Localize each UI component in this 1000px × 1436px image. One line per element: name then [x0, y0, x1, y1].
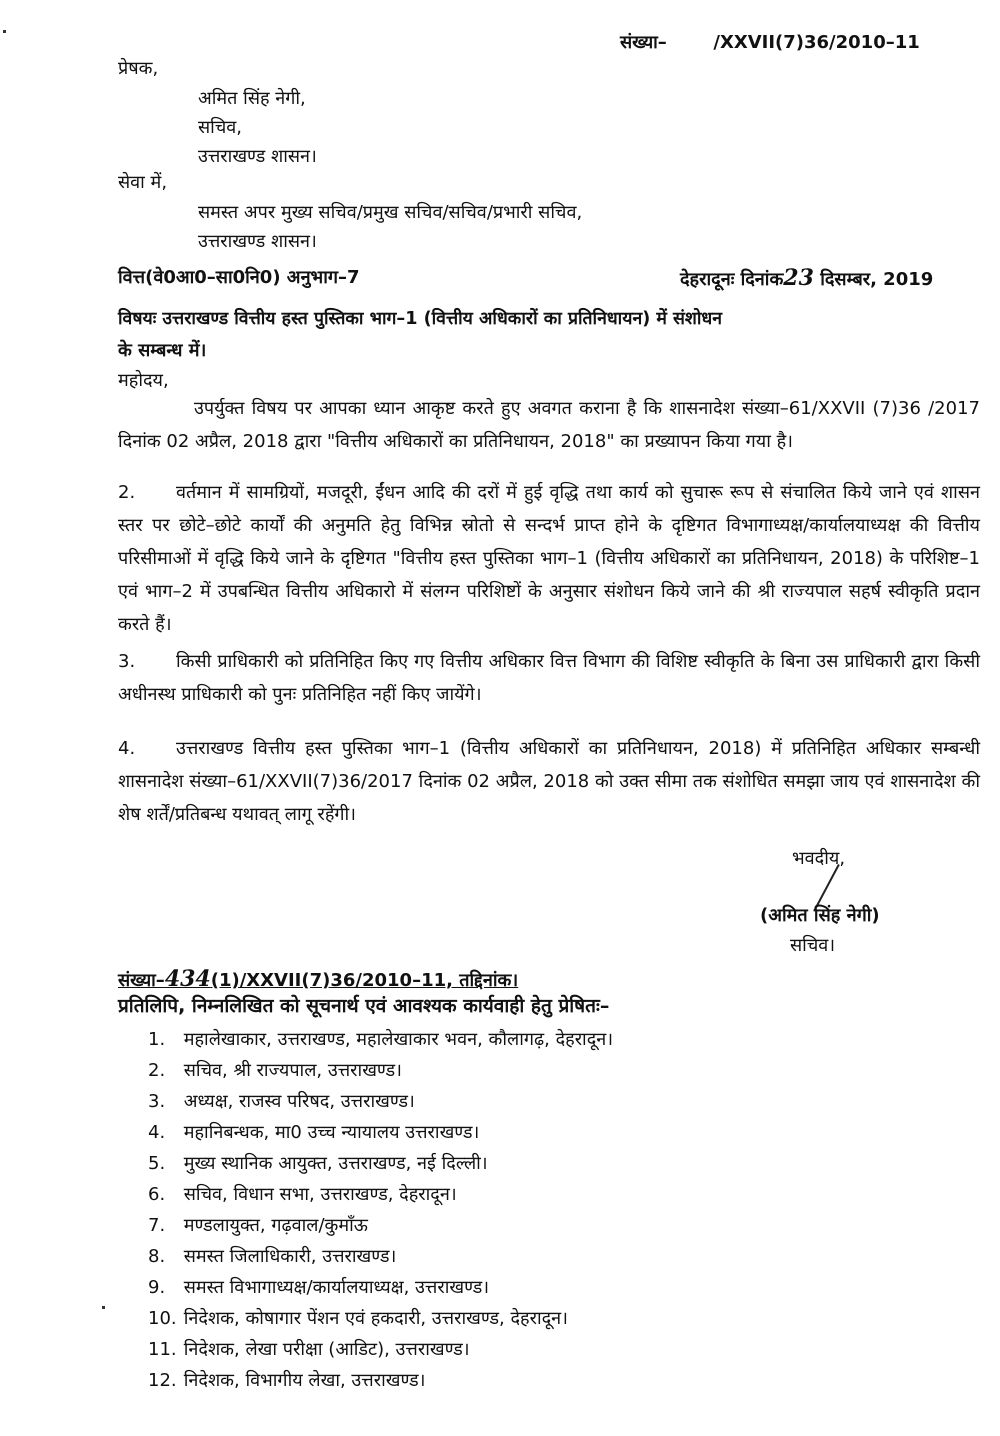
list-item-number: 1. — [148, 1029, 166, 1050]
place-date — [680, 265, 933, 291]
copy-ref-rest: (1)/XXVII(7)36/2010–11, तद्दिनांक। — [210, 970, 519, 991]
list-item — [148, 1210, 613, 1241]
sender-label: प्रेषक, — [118, 58, 159, 79]
paragraph-2-number: 2. — [118, 482, 136, 503]
list-item-text: महानिबन्धक, मा0 उच्च न्यायालय उत्तराखण्ड। — [183, 1122, 480, 1143]
list-item-number: 11. — [148, 1339, 177, 1360]
list-item — [148, 1086, 613, 1117]
list-item-text: मुख्य स्थानिक आयुक्त, उत्तराखण्ड, नई दिल्ली। — [183, 1153, 488, 1174]
list-item-text: अध्यक्ष, राजस्व परिषद, उत्तराखण्ड। — [183, 1091, 415, 1112]
list-item-text: निदेशक, लेखा परीक्षा (आडिट), उत्तराखण्ड। — [183, 1339, 470, 1360]
list-item — [148, 1334, 613, 1365]
subject-line-1: विषयः उत्तराखण्ड वित्तीय हस्त पुस्तिका भाग–1 (वित्तीय अधिकारों का प्रतिनिधायन) में संशोधन — [118, 309, 723, 329]
list-item-text: सचिव, विधान सभा, उत्तराखण्ड, देहरादून। — [183, 1184, 457, 1205]
list-item-number: 12. — [148, 1370, 177, 1391]
recipient-line-1: समस्त अपर मुख्य सचिव/प्रमुख सचिव/सचिव/प्रभारी सचिव, — [198, 202, 583, 223]
paragraph-2-text: वर्तमान में सामग्रियों, मजदूरी, ईंधन आदि की दरों में हुई वृद्धि तथा कार्य को सुचारू रूप से संचालित किये जाने एवं शासन स्तर पर छोटे–छोटे कार्यों की अनुमति हेतु विभिन्न स्रोतो से सन्दर्भ प्राप्त होने के दृष्टिगत विभागाध्यक्ष/कार्यालयाध्यक्ष की वित्तीय परिसीमाओं में वृद्धि किये जाने के दृष्टिगत "वित्तीय हस्त पुस्तिका भाग–1 (वित्तीय अधिकारों का प्रतिनिधायन, 2018) के परिशिष्ट–1 एवं भाग–2 में उपबन्धित वित्तीय अधिकारो में संलग्न परिशिष्टों के अनुसार संशोधन किये जाने की श्री राज्यपाल सहर्ष स्वीकृति प्रदान करते हैं। — [118, 482, 980, 635]
list-item — [148, 1179, 613, 1210]
signatory-name: (अमित सिंह नेगी) — [760, 905, 880, 926]
copy-reference — [118, 966, 518, 992]
list-item-number: 8. — [148, 1246, 166, 1267]
paragraph-4-number: 4. — [118, 738, 136, 759]
copy-heading: प्रतिलिपि, निम्नलिखित को सूचनार्थ एवं आवश्यक कार्यवाही हेतु प्रेषितः– — [118, 995, 610, 1017]
reference-value: /XXVII(7)36/2010–11 — [713, 32, 920, 53]
list-item-number: 7. — [148, 1215, 166, 1236]
place-date-label: देहरादूनः दिनांक — [680, 269, 784, 290]
list-item-number: 2. — [148, 1060, 166, 1081]
list-item — [148, 1272, 613, 1303]
list-item — [148, 1365, 613, 1396]
paragraph-3 — [118, 645, 980, 711]
paragraph-3-number: 3. — [118, 651, 136, 672]
subject-line-2: के सम्बन्ध में। — [118, 340, 207, 361]
list-item — [148, 1241, 613, 1272]
list-item — [148, 1117, 613, 1148]
paragraph-4-text: उत्तराखण्ड वित्तीय हस्त पुस्तिका भाग–1 (वित्तीय अधिकारों का प्रतिनिधायन, 2018) में प्रतिनिहित अधिकार सम्बन्धी शासनादेश संख्या–61/XXVII(7)36/2017 दिनांक 02 अप्रैल, 2018 को उक्त सीमा तक संशोधित समझा जाय एवं शासनादेश की शेष शर्तें/प्रतिबन्ध यथावत् लागू रहेंगी। — [118, 738, 980, 825]
list-item-number: 5. — [148, 1153, 166, 1174]
list-item-number: 4. — [148, 1122, 166, 1143]
list-item-number: 3. — [148, 1091, 166, 1112]
paragraph-2 — [118, 476, 980, 641]
list-item — [148, 1055, 613, 1086]
list-item-text: निदेशक, कोषागार पेंशन एवं हकदारी, उत्तराखण्ड, देहरादून। — [183, 1308, 568, 1329]
sender-name: अमित सिंह नेगी, — [198, 88, 306, 109]
list-item-number: 6. — [148, 1184, 166, 1205]
list-item-text: निदेशक, विभागीय लेखा, उत्तराखण्ड। — [183, 1370, 426, 1391]
reference-label: संख्या– — [620, 32, 667, 53]
month-year: दिसम्बर, 2019 — [820, 269, 934, 290]
sender-office: उत्तराखण्ड शासन। — [198, 146, 317, 167]
signatory-designation: सचिव। — [790, 935, 836, 956]
scan-speck — [102, 1306, 105, 1309]
list-item — [148, 1148, 613, 1179]
handwritten-day: 23 — [783, 265, 814, 291]
sender-designation: सचिव, — [198, 117, 242, 138]
copy-ref-label: संख्या– — [118, 970, 165, 991]
copy-handwritten-number: 434 — [164, 966, 211, 992]
recipient-line-2: उत्तराखण्ड शासन। — [198, 231, 317, 252]
list-item-text: मण्डलायुक्त, गढ़वाल/कुमाँऊ — [183, 1215, 368, 1236]
paragraph-1-text: उपर्युक्त विषय पर आपका ध्यान आकृष्ट करते हुए अवगत कराना है कि शासनादेश संख्या–61/XXVII (7)36 /2017 दिनांक 02 अप्रैल, 2018 द्वारा "वित्तीय अधिकारों का प्रतिनिधायन, 2018" का प्रख्यापन किया गया है। — [118, 398, 980, 452]
salutation: महोदय, — [118, 370, 169, 391]
paragraph-1 — [118, 392, 980, 458]
recipient-label: सेवा में, — [118, 172, 168, 193]
list-item — [148, 1303, 613, 1334]
list-item-text: समस्त जिलाधिकारी, उत्तराखण्ड। — [183, 1246, 397, 1267]
list-item — [148, 1024, 613, 1055]
list-item-text: महालेखाकार, उत्तराखण्ड, महालेखाकार भवन, कौलागढ़, देहरादून। — [183, 1029, 614, 1050]
list-item-text: सचिव, श्री राज्यपाल, उत्तराखण्ड। — [183, 1060, 402, 1081]
paragraph-4 — [118, 732, 980, 831]
list-item-number: 9. — [148, 1277, 166, 1298]
scan-speck — [3, 30, 6, 33]
list-item-text: समस्त विभागाध्यक्ष/कार्यालयाध्यक्ष, उत्तराखण्ड। — [183, 1277, 490, 1298]
copy-recipient-list — [148, 1024, 613, 1396]
closing-yours: भवदीय, — [792, 848, 846, 869]
reference-number — [620, 30, 920, 54]
paragraph-3-text: किसी प्राधिकारी को प्रतिनिहित किए गए वित्तीय अधिकार वित्त विभाग की विशिष्ट स्वीकृति के बिना उस प्राधिकारी द्वारा किसी अधीनस्थ प्राधिकारी को पुनः प्रतिनिहित नहीं किए जायेंगे। — [118, 651, 980, 705]
department-section: वित्त(वे0आ0–सा0नि0) अनुभाग–7 — [118, 267, 360, 288]
list-item-number: 10. — [148, 1308, 177, 1329]
